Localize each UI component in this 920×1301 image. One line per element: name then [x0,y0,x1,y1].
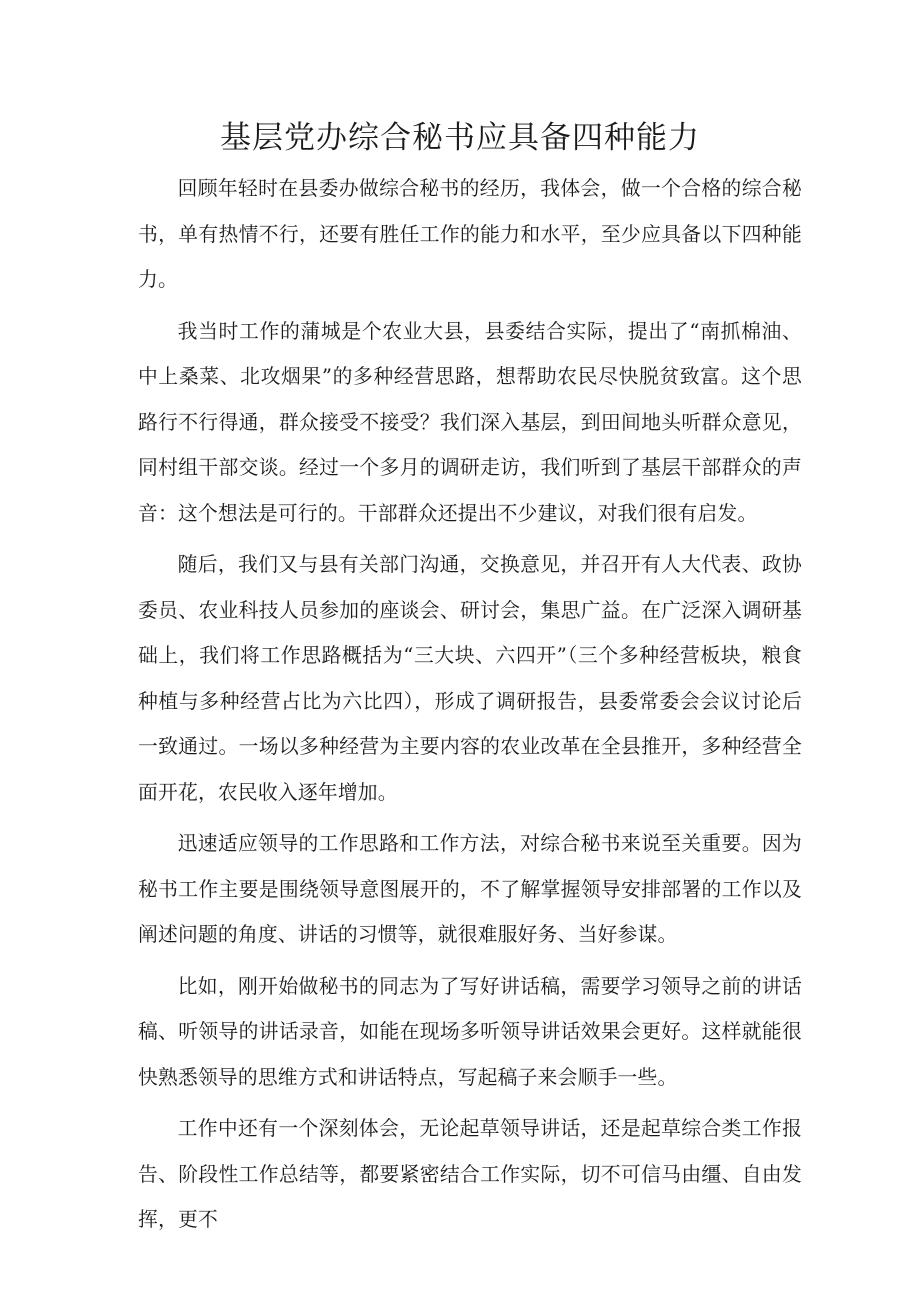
paragraph-1: 回顾年轻时在县委办做综合秘书的经历，我体会，做一个合格的综合秘书，单有热情不行，还要有胜任工作的能力和水平，至少应具备以下四种能力。 [138,177,802,291]
document-title: 基层党办综合秘书应具备四种能力 [220,120,700,156]
document-body [138,166,802,1249]
paragraph-5: 比如，刚开始做秘书的同志为了写好讲话稿，需要学习领导之前的讲话稿、听领导的讲话录音，如能在现场多听领导讲话效果会更好。这样就能很快熟悉领导的思维方式和讲话特点，写起稿子来会顺手一些。 [138,974,802,1089]
paragraph-4: 迅速适应领导的工作思路和工作方法，对综合秘书来说至关重要。因为秘书工作主要是围绕领导意图展开的，不了解掌握领导安排部署的工作以及阐述问题的角度、讲话的习惯等，就很难服好务、当好参谋。 [138,832,802,946]
paragraph-3: 随后，我们又与县有关部门沟通，交换意见，并召开有人大代表、政协委员、农业科技人员参加的座谈会、研讨会，集思广益。在广泛深入调研基础上，我们将工作思路概括为“三大块、六四开”（三个多种经营板块，粮食种植与多种经营占比为六比四），形成了调研报告，县委常委会会议讨论后一致通过。一场以多种经营为主要内容的农业改革在全县推开，多种经营全面开花，农民收入逐年增加。 [138,553,802,804]
paragraph-6: 工作中还有一个深刻体会，无论起草领导讲话，还是起草综合类工作报告、阶段性工作总结等，都要紧密结合工作实际，切不可信马由缰、自由发挥，更不 [138,1117,802,1231]
paragraph-2: 我当时工作的蒲城是个农业大县，县委结合实际，提出了“南抓棉油、中上桑菜、北攻烟果”的多种经营思路，想帮助农民尽快脱贫致富。这个思路行不行得通，群众接受不接受？我们深入基层，到田间地头听群众意见，同村组干部交谈。经过一个多月的调研走访，我们听到了基层干部群众的声音：这个想法是可行的。干部群众还提出不少建议，对我们很有启发。 [138,319,802,525]
